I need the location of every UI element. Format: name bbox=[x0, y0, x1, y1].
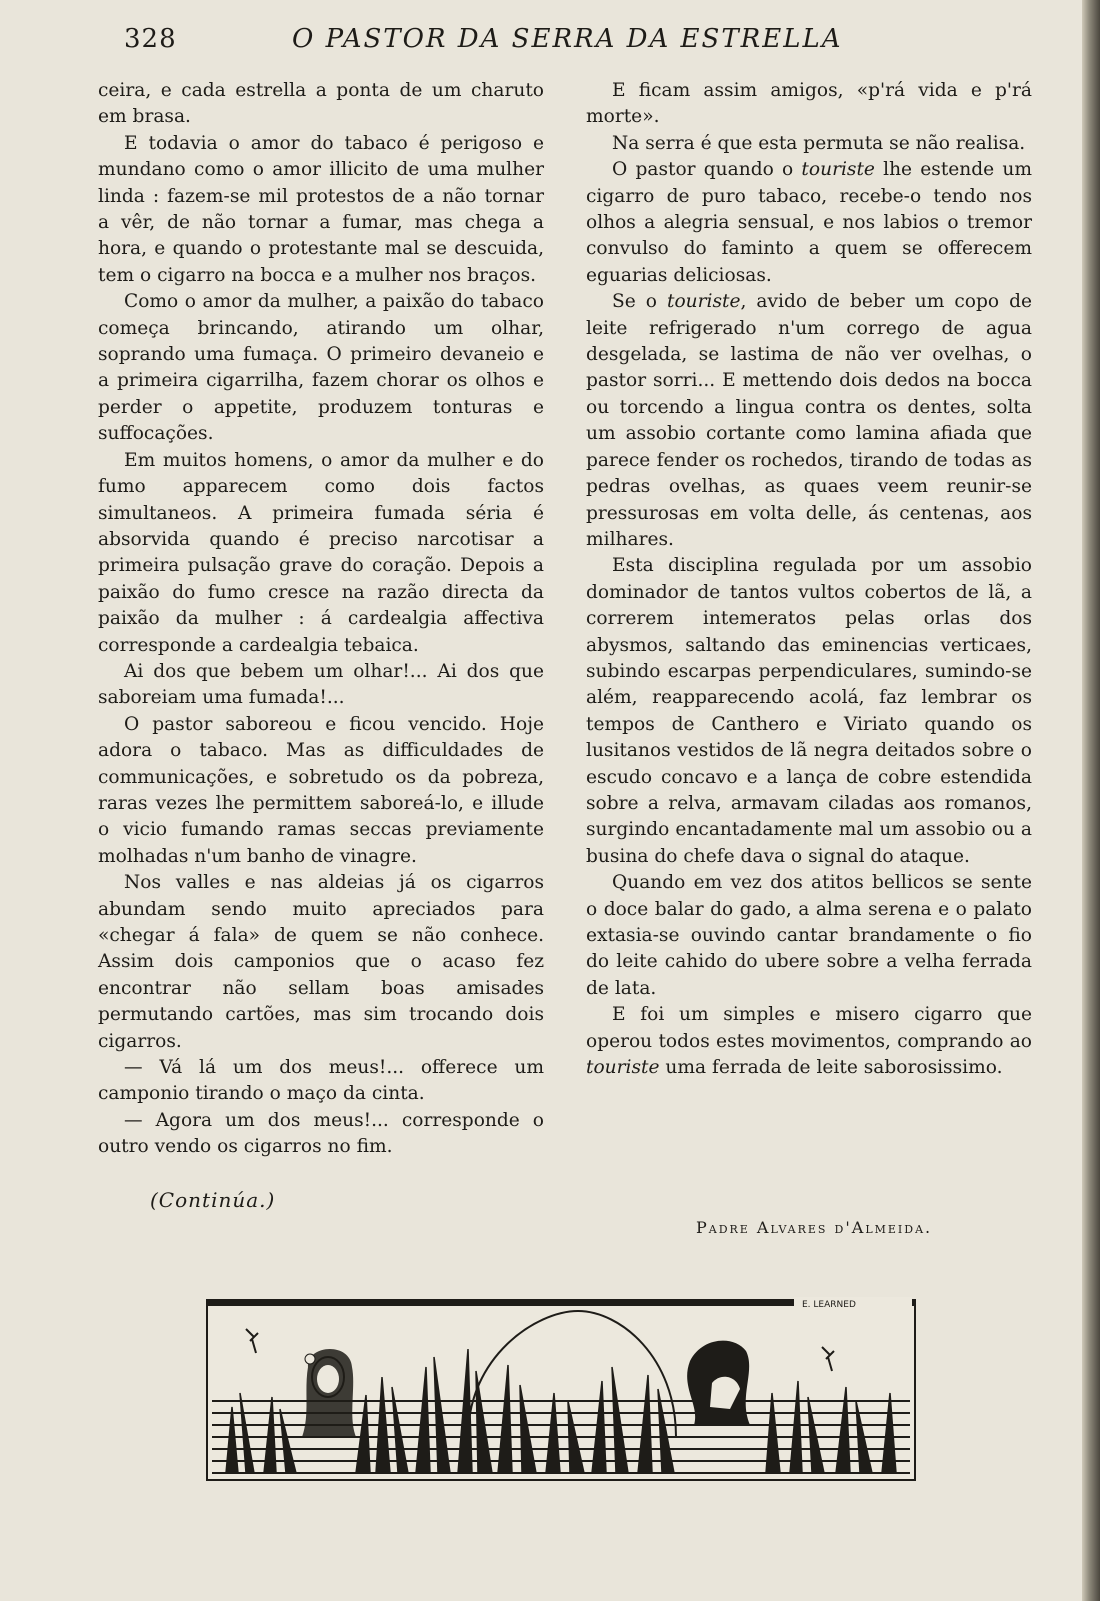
paragraph: E ficam assim amigos, «p'rá vida e p'rá morte». bbox=[586, 80, 1032, 128]
text-run: , avido de beber um copo de leite refrigerado n'um corrego de agua desgelada, se lastima de não ver ovelhas, o pastor sorri... E mettendo dois dedos na bocca ou torcendo a lingua contra os dentes, solta um assobio cortante como lamina afiada que parece fender os rochedos, tirando de todas as pedras ovelhas, as quaes veem reunir-se pressurosas em volta delle, ás centenas, aos milhares. bbox=[586, 291, 1032, 550]
text-run: O pastor quando o bbox=[612, 159, 802, 181]
mermaid-right-icon bbox=[687, 1341, 750, 1425]
paragraph: Ai dos que bebem um olhar!... Ai dos que saboreiam uma fumada!... bbox=[98, 660, 544, 709]
artist-signature bbox=[794, 1297, 912, 1310]
paragraph bbox=[586, 1002, 1032, 1081]
left-column bbox=[98, 78, 544, 1161]
dialogue-line: — Vá lá um dos meus!... offerece um camponio tirando o maço da cinta. bbox=[98, 1057, 544, 1105]
paragraph: Como o amor da mulher, a paixão do tabaco começa brincando, atirando um olhar, soprando uma fumaça. O primeiro devaneio e a primeira cigarrilha, fazem chorar os olhos e perder o appetite, produzem tonturas e suffocações. bbox=[98, 291, 544, 445]
paragraph bbox=[586, 157, 1032, 289]
paragraph bbox=[586, 289, 1032, 553]
paragraph: Em muitos homens, o amor da mulher e do fumo apparecem como dois factos simultaneos. A primeira fumada séria é absorvida quando é preciso narcotisar a primeira pulsação grave do coração. Depois a paixão do fumo cresce na razão directa da paixão da mulher : á cardealgia affectiva corresponde a cardealgia tebaica. bbox=[98, 449, 544, 656]
paragraph: Esta disciplina regulada por um assobio dominador de tantos vultos cobertos de lã, a correrem intemeratos pelas orlas dos abysmos, saltando das eminencias verticaes, subindo escarpas perpendiculares, sumindo-se além, reapparecendo acolá, faz lembrar os tempos de Canthero e Viriato quando os lusitanos vestidos de lã negra deitados sobre o escudo concavo e a lança de cobre estendida sobre a relva, armavam ciladas aos romanos, surgindo encantadamente mal um assobio ou a busina do chefe dava o signal do ataque. bbox=[586, 555, 1032, 867]
paragraph: Nos valles e nas aldeias já os cigarros abundam sendo muito apreciados para «chegar á fala» de quem se não conhece. Assim dois camponios que o acaso fez encontrar não sellam boas amisades permutando cartões, mas sim trocando dois cigarros. bbox=[98, 872, 544, 1052]
page-header bbox=[0, 24, 1082, 64]
artist-signature-text: E. LEARNED bbox=[802, 1300, 856, 1310]
paragraph: Na serra é que esta permuta se não realisa. bbox=[612, 132, 1026, 154]
running-title: O PASTOR DA SERRA DA ESTRELLA bbox=[292, 24, 843, 54]
page-edge bbox=[1082, 0, 1100, 1601]
continued-note: (Continúa.) bbox=[150, 1188, 276, 1212]
page-number: 328 bbox=[124, 24, 177, 54]
decorative-illustration bbox=[206, 1297, 918, 1483]
text-run: lhe estende um cigarro de puro tabaco, recebe-o tendo nos olhos a alegria sensual, e nos labios o tremor convulso do faminto a quem se offerecem eguarias deliciosas. bbox=[586, 159, 1032, 286]
paragraph: O pastor saboreou e ficou vencido. Hoje adora o tabaco. Mas as difficuldades de communicações, e sobretudo os da pobreza, raras vezes lhe permittem saboreá-lo, e illude o vicio fumando ramas seccas previamente molhadas n'um banho de vinagre. bbox=[98, 713, 544, 867]
dialogue-line: — Agora um dos meus!... corresponde o outro vendo os cigarros no fim. bbox=[98, 1109, 544, 1158]
paragraph: Quando em vez dos atitos bellicos se sente o doce balar do gado, a alma serena e o palato extasia-se ouvindo cantar brandamente o fio do leite cahido do ubere sobre a velha ferrada de lata. bbox=[586, 872, 1032, 999]
italic-term: touriste bbox=[666, 291, 741, 313]
paragraph: E todavia o amor do tabaco é perigoso e mundano como o amor illicito de uma mulher linda : fazem-se mil protestos de a não tornar a vêr, de não tornar a fumar, mas chega a hora, e quando o protestante mal se descuida, tem o cigarro na bocca e a mulher nos braços. bbox=[98, 132, 544, 286]
right-column bbox=[586, 78, 1032, 1081]
author-signature: Padre Alvares d'Almeida. bbox=[696, 1218, 933, 1237]
italic-term: touriste bbox=[801, 159, 875, 181]
text-run: E foi um simples e misero cigarro que operou todos estes movimentos, comprando ao bbox=[586, 1004, 1032, 1052]
text-run: uma ferrada de leite saborosissimo. bbox=[659, 1057, 1003, 1079]
text-run: Se o bbox=[612, 291, 667, 313]
italic-term: touriste bbox=[586, 1057, 660, 1079]
paragraph: ceira, e cada estrella a ponta de um charuto em brasa. bbox=[98, 80, 544, 128]
mermaid-left-icon bbox=[302, 1349, 356, 1437]
